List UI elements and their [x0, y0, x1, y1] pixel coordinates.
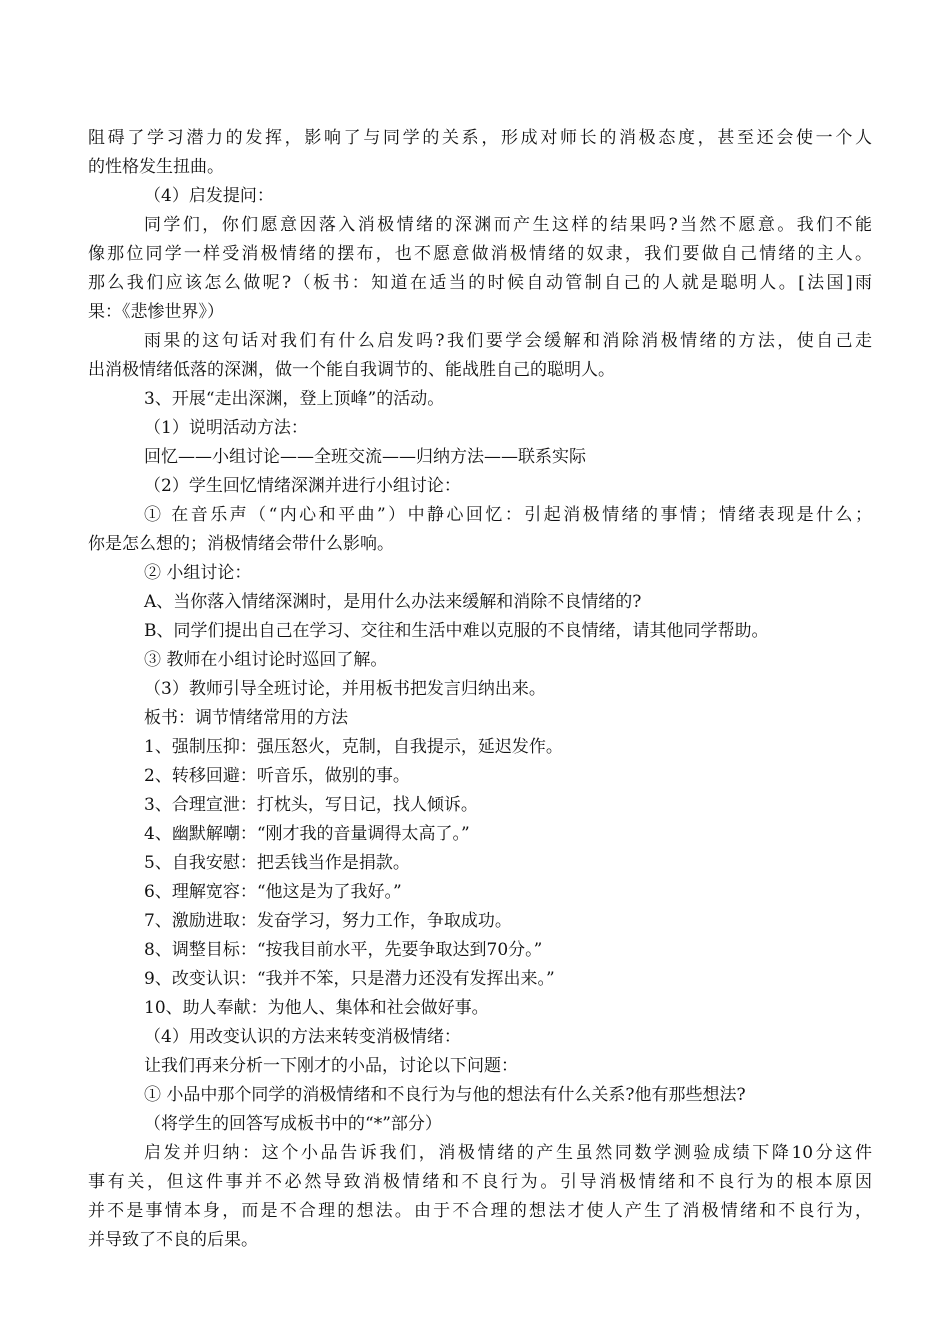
text-line: 2、转移回避：听音乐，做别的事。: [144, 766, 410, 786]
text-line: 那么我们应该怎么做呢?（板书：知道在适当的时候自动管制自己的人就是聪明人。[法国]雨: [88, 273, 872, 293]
text-line: 1、强制压抑：强压怒火，克制，自我提示，延迟发作。: [144, 737, 563, 757]
text-line: A、当你落入情绪深渊时，是用什么办法来缓解和消除不良情绪的?: [144, 592, 642, 612]
text-line: 板书：调节情绪常用的方法: [144, 708, 348, 728]
text-line: 你是怎么想的；消极情绪会带什么影响。: [88, 534, 394, 554]
text-line: （将学生的回答写成板书中的“*”部分）: [144, 1114, 442, 1134]
text-line: 回忆——小组讨论——全班交流——归纳方法——联系实际: [144, 447, 586, 467]
text-line: 同学们，你们愿意因落入消极情绪的深渊而产生这样的结果吗?当然不愿意。我们不能: [144, 215, 872, 235]
text-line: 阻碍了学习潜力的发挥，影响了与同学的关系，形成对师长的消极态度，甚至还会使一个人: [88, 128, 872, 148]
text-line: 10、助人奉献：为他人、集体和社会做好事。: [144, 998, 489, 1018]
text-line: （2）学生回忆情绪深渊并进行小组讨论：: [144, 476, 461, 496]
text-line: ③ 教师在小组讨论时巡回了解。: [144, 650, 388, 670]
text-line: 8、调整目标：“按我目前水平，先要争取达到70分。”: [144, 940, 543, 960]
text-line: （3）教师引导全班讨论，并用板书把发言归纳出来。: [144, 679, 546, 699]
text-line: 3、合理宣泄：打枕头，写日记，找人倾诉。: [144, 795, 478, 815]
text-line: 6、理解宽容：“他这是为了我好。”: [144, 882, 402, 902]
text-line: ② 小组讨论：: [144, 563, 252, 583]
text-line: （4）启发提问：: [144, 186, 274, 206]
text-line: 雨果的这句话对我们有什么启发吗?我们要学会缓解和消除消极情绪的方法，使自己走: [144, 331, 872, 351]
document-body: [88, 124, 872, 1255]
text-line: ① 小品中那个同学的消极情绪和不良行为与他的想法有什么关系?他有那些想法?: [144, 1085, 746, 1105]
text-line: 事有关，但这件事并不必然导致消极情绪和不良行为。引导消极情绪和不良行为的根本原因: [88, 1172, 872, 1192]
text-line: 7、激励进取：发奋学习，努力工作，争取成功。: [144, 911, 512, 931]
text-line: B、同学们提出自己在学习、交往和生活中难以克服的不良情绪，请其他同学帮助。: [144, 621, 769, 641]
text-line: ① 在音乐声（“内心和平曲”）中静心回忆：引起消极情绪的事情；情绪表现是什么；: [144, 505, 872, 525]
text-line: 果：《悲惨世界》）: [88, 302, 224, 322]
text-line: 让我们再来分析一下刚才的小品，讨论以下问题：: [144, 1056, 518, 1076]
text-line: 9、改变认识：“我并不笨，只是潜力还没有发挥出来。”: [144, 969, 555, 989]
text-line: 出消极情绪低落的深渊，做一个能自我调节的、能战胜自己的聪明人。: [88, 360, 615, 380]
text-line: 4、幽默解嘲：“刚才我的音量调得太高了。”: [144, 824, 470, 844]
text-line: 5、自我安慰：把丢钱当作是捐款。: [144, 853, 410, 873]
text-line: 启发并归纳：这个小品告诉我们，消极情绪的产生虽然同数学测验成绩下降10分这件: [144, 1143, 872, 1163]
text-line: 并导致了不良的后果。: [88, 1230, 258, 1250]
text-line: （1）说明活动方法：: [144, 418, 308, 438]
text-line: 像那位同学一样受消极情绪的摆布，也不愿意做消极情绪的奴隶，我们要做自己情绪的主人。: [88, 244, 872, 264]
text-line: （4）用改变认识的方法来转变消极情绪：: [144, 1027, 461, 1047]
text-line: 的性格发生扭曲。: [88, 157, 224, 177]
text-line: 并不是事情本身，而是不合理的想法。由于不合理的想法才使人产生了消极情绪和不良行为，: [88, 1201, 872, 1221]
text-line: 3、开展“走出深渊，登上顶峰”的活动。: [144, 389, 445, 409]
